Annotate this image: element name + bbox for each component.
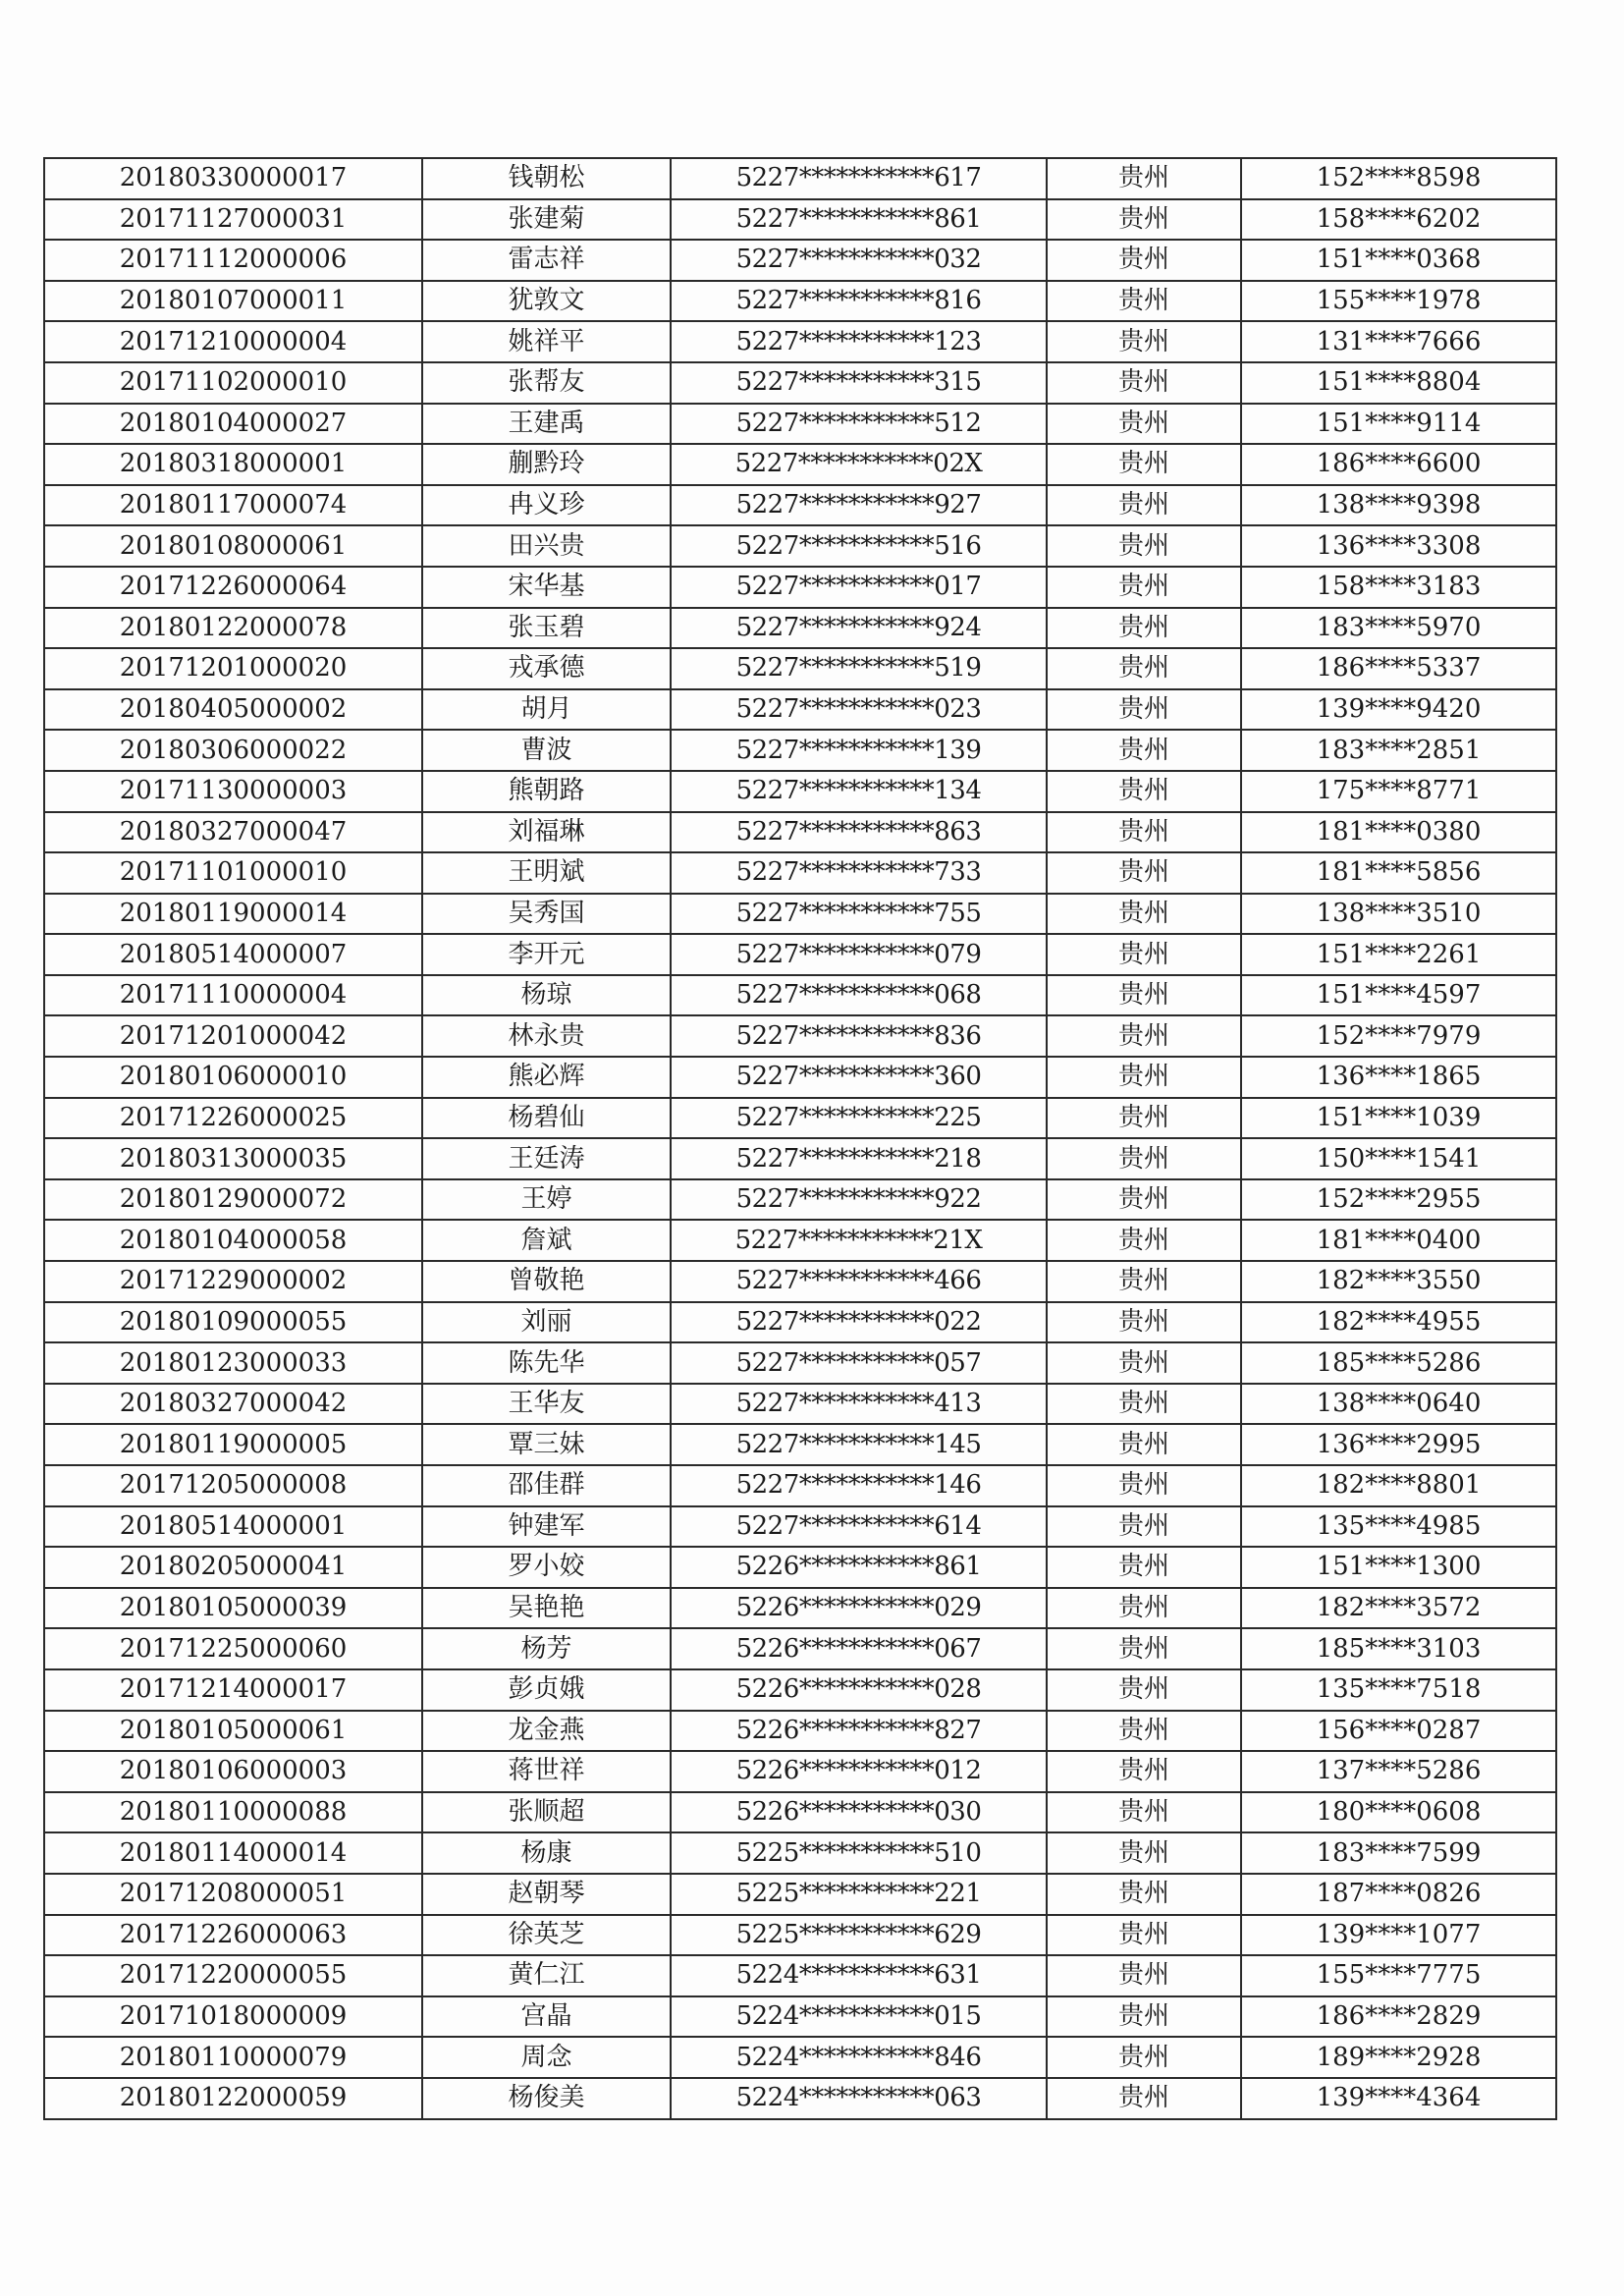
id-number-cell: 5227***********512 xyxy=(671,404,1047,445)
phone-cell: 131****7666 xyxy=(1241,321,1556,362)
phone-cell: 155****7775 xyxy=(1241,1955,1556,1996)
region-cell: 贵州 xyxy=(1047,648,1241,689)
name-cell: 熊必辉 xyxy=(422,1057,671,1098)
table-row xyxy=(44,1015,1556,1057)
phone-cell: 185****5286 xyxy=(1241,1342,1556,1384)
phone-cell: 182****3572 xyxy=(1241,1588,1556,1629)
name-cell: 邵佳群 xyxy=(422,1465,671,1506)
roster-table xyxy=(43,157,1557,2120)
region-cell: 贵州 xyxy=(1047,1669,1241,1711)
name-cell: 赵朝琴 xyxy=(422,1874,671,1915)
name-cell: 王华友 xyxy=(422,1384,671,1425)
id-number-cell: 5227***********146 xyxy=(671,1465,1047,1506)
phone-cell: 151****0368 xyxy=(1241,240,1556,281)
id-number-cell: 5227***********017 xyxy=(671,567,1047,608)
phone-cell: 137****5286 xyxy=(1241,1751,1556,1792)
table-row xyxy=(44,1832,1556,1874)
phone-cell: 187****0826 xyxy=(1241,1874,1556,1915)
table-row xyxy=(44,1588,1556,1629)
table-row xyxy=(44,1711,1556,1752)
record-id-cell: 20180306000022 xyxy=(44,730,422,771)
name-cell: 杨俊美 xyxy=(422,2078,671,2119)
phone-cell: 181****5856 xyxy=(1241,852,1556,894)
phone-cell: 138****0640 xyxy=(1241,1384,1556,1425)
phone-cell: 136****3308 xyxy=(1241,525,1556,567)
name-cell: 姚祥平 xyxy=(422,321,671,362)
table-row xyxy=(44,1751,1556,1792)
record-id-cell: 20180119000005 xyxy=(44,1424,422,1465)
region-cell: 贵州 xyxy=(1047,1384,1241,1425)
phone-cell: 183****7599 xyxy=(1241,1832,1556,1874)
phone-cell: 136****2995 xyxy=(1241,1424,1556,1465)
region-cell: 贵州 xyxy=(1047,2078,1241,2119)
name-cell: 胡月 xyxy=(422,689,671,731)
phone-cell: 189****2928 xyxy=(1241,2037,1556,2078)
id-number-cell: 5224***********846 xyxy=(671,2037,1047,2078)
record-id-cell: 20171130000003 xyxy=(44,771,422,812)
phone-cell: 152****7979 xyxy=(1241,1015,1556,1057)
id-number-cell: 5227***********315 xyxy=(671,362,1047,404)
name-cell: 杨碧仙 xyxy=(422,1098,671,1139)
record-id-cell: 20171220000055 xyxy=(44,1955,422,1996)
table-row xyxy=(44,1915,1556,1956)
region-cell: 贵州 xyxy=(1047,1261,1241,1302)
phone-cell: 151****2261 xyxy=(1241,934,1556,975)
region-cell: 贵州 xyxy=(1047,240,1241,281)
record-id-cell: 20180330000017 xyxy=(44,158,422,199)
region-cell: 贵州 xyxy=(1047,1179,1241,1221)
record-id-cell: 20171226000064 xyxy=(44,567,422,608)
name-cell: 张顺超 xyxy=(422,1792,671,1833)
id-number-cell: 5225***********510 xyxy=(671,1832,1047,1874)
phone-cell: 183****5970 xyxy=(1241,608,1556,649)
phone-cell: 155****1978 xyxy=(1241,281,1556,322)
region-cell: 贵州 xyxy=(1047,1874,1241,1915)
name-cell: 曾敬艳 xyxy=(422,1261,671,1302)
name-cell: 张玉碧 xyxy=(422,608,671,649)
record-id-cell: 20180119000014 xyxy=(44,894,422,935)
region-cell: 贵州 xyxy=(1047,894,1241,935)
name-cell: 宋华基 xyxy=(422,567,671,608)
id-number-cell: 5227***********02X xyxy=(671,444,1047,485)
table-row xyxy=(44,894,1556,935)
id-number-cell: 5224***********015 xyxy=(671,1996,1047,2038)
id-number-cell: 5224***********063 xyxy=(671,2078,1047,2119)
phone-cell: 136****1865 xyxy=(1241,1057,1556,1098)
name-cell: 覃三妹 xyxy=(422,1424,671,1465)
name-cell: 吴艳艳 xyxy=(422,1588,671,1629)
region-cell: 贵州 xyxy=(1047,771,1241,812)
id-number-cell: 5227***********079 xyxy=(671,934,1047,975)
region-cell: 贵州 xyxy=(1047,362,1241,404)
record-id-cell: 20171205000008 xyxy=(44,1465,422,1506)
region-cell: 贵州 xyxy=(1047,934,1241,975)
phone-cell: 151****1039 xyxy=(1241,1098,1556,1139)
region-cell: 贵州 xyxy=(1047,1996,1241,2038)
id-number-cell: 5227***********927 xyxy=(671,485,1047,526)
id-number-cell: 5227***********218 xyxy=(671,1138,1047,1179)
id-number-cell: 5227***********057 xyxy=(671,1342,1047,1384)
table-row xyxy=(44,321,1556,362)
region-cell: 贵州 xyxy=(1047,1220,1241,1261)
table-row xyxy=(44,608,1556,649)
phone-cell: 150****1541 xyxy=(1241,1138,1556,1179)
table-row xyxy=(44,2037,1556,2078)
region-cell: 贵州 xyxy=(1047,1628,1241,1669)
id-number-cell: 5225***********629 xyxy=(671,1915,1047,1956)
name-cell: 蒋世祥 xyxy=(422,1751,671,1792)
region-cell: 贵州 xyxy=(1047,1547,1241,1588)
name-cell: 刘福琳 xyxy=(422,812,671,853)
region-cell: 贵州 xyxy=(1047,1138,1241,1179)
phone-cell: 186****5337 xyxy=(1241,648,1556,689)
record-id-cell: 20180114000014 xyxy=(44,1832,422,1874)
name-cell: 彭贞娥 xyxy=(422,1669,671,1711)
table-row xyxy=(44,1302,1556,1343)
table-row xyxy=(44,1792,1556,1833)
table-row xyxy=(44,1098,1556,1139)
id-number-cell: 5226***********861 xyxy=(671,1547,1047,1588)
phone-cell: 139****1077 xyxy=(1241,1915,1556,1956)
region-cell: 贵州 xyxy=(1047,525,1241,567)
name-cell: 李开元 xyxy=(422,934,671,975)
phone-cell: 151****1300 xyxy=(1241,1547,1556,1588)
table-row xyxy=(44,1628,1556,1669)
record-id-cell: 20171210000004 xyxy=(44,321,422,362)
record-id-cell: 20180129000072 xyxy=(44,1179,422,1221)
phone-cell: 182****4955 xyxy=(1241,1302,1556,1343)
record-id-cell: 20171127000031 xyxy=(44,199,422,241)
region-cell: 贵州 xyxy=(1047,1302,1241,1343)
record-id-cell: 20171214000017 xyxy=(44,1669,422,1711)
name-cell: 杨康 xyxy=(422,1832,671,1874)
id-number-cell: 5227***********519 xyxy=(671,648,1047,689)
phone-cell: 181****0380 xyxy=(1241,812,1556,853)
id-number-cell: 5227***********863 xyxy=(671,812,1047,853)
phone-cell: 182****8801 xyxy=(1241,1465,1556,1506)
region-cell: 贵州 xyxy=(1047,1832,1241,1874)
region-cell: 贵州 xyxy=(1047,689,1241,731)
id-number-cell: 5227***********032 xyxy=(671,240,1047,281)
table-row xyxy=(44,1261,1556,1302)
name-cell: 徐英芝 xyxy=(422,1915,671,1956)
table-row xyxy=(44,1424,1556,1465)
name-cell: 熊朝路 xyxy=(422,771,671,812)
record-id-cell: 20180106000003 xyxy=(44,1751,422,1792)
region-cell: 贵州 xyxy=(1047,2037,1241,2078)
table-row xyxy=(44,1057,1556,1098)
phone-cell: 181****0400 xyxy=(1241,1220,1556,1261)
region-cell: 贵州 xyxy=(1047,1424,1241,1465)
phone-cell: 158****3183 xyxy=(1241,567,1556,608)
record-id-cell: 20180405000002 xyxy=(44,689,422,731)
record-id-cell: 20180514000007 xyxy=(44,934,422,975)
id-number-cell: 5225***********221 xyxy=(671,1874,1047,1915)
id-number-cell: 5226***********028 xyxy=(671,1669,1047,1711)
id-number-cell: 5227***********922 xyxy=(671,1179,1047,1221)
record-id-cell: 20171101000010 xyxy=(44,852,422,894)
name-cell: 张建菊 xyxy=(422,199,671,241)
record-id-cell: 20180109000055 xyxy=(44,1302,422,1343)
record-id-cell: 20171225000060 xyxy=(44,1628,422,1669)
name-cell: 犹敦文 xyxy=(422,281,671,322)
name-cell: 雷志祥 xyxy=(422,240,671,281)
record-id-cell: 20180110000079 xyxy=(44,2037,422,2078)
table-row xyxy=(44,1955,1556,1996)
record-id-cell: 20180106000010 xyxy=(44,1057,422,1098)
name-cell: 杨芳 xyxy=(422,1628,671,1669)
name-cell: 冉义珍 xyxy=(422,485,671,526)
id-number-cell: 5227***********836 xyxy=(671,1015,1047,1057)
name-cell: 王婷 xyxy=(422,1179,671,1221)
table-row xyxy=(44,1669,1556,1711)
phone-cell: 139****9420 xyxy=(1241,689,1556,731)
record-id-cell: 20180122000078 xyxy=(44,608,422,649)
table-row xyxy=(44,1138,1556,1179)
region-cell: 贵州 xyxy=(1047,1506,1241,1548)
phone-cell: 151****8804 xyxy=(1241,362,1556,404)
name-cell: 曹波 xyxy=(422,730,671,771)
region-cell: 贵州 xyxy=(1047,404,1241,445)
table-row xyxy=(44,567,1556,608)
id-number-cell: 5226***********029 xyxy=(671,1588,1047,1629)
region-cell: 贵州 xyxy=(1047,1465,1241,1506)
id-number-cell: 5224***********631 xyxy=(671,1955,1047,1996)
region-cell: 贵州 xyxy=(1047,812,1241,853)
name-cell: 王明斌 xyxy=(422,852,671,894)
id-number-cell: 5227***********023 xyxy=(671,689,1047,731)
phone-cell: 135****4985 xyxy=(1241,1506,1556,1548)
region-cell: 贵州 xyxy=(1047,321,1241,362)
record-id-cell: 20180514000001 xyxy=(44,1506,422,1548)
name-cell: 吴秀国 xyxy=(422,894,671,935)
name-cell: 黄仁江 xyxy=(422,1955,671,1996)
table-row xyxy=(44,975,1556,1016)
record-id-cell: 20180110000088 xyxy=(44,1792,422,1833)
table-row xyxy=(44,1547,1556,1588)
table-row xyxy=(44,1179,1556,1221)
id-number-cell: 5227***********21X xyxy=(671,1220,1047,1261)
record-id-cell: 20171110000004 xyxy=(44,975,422,1016)
id-number-cell: 5226***********030 xyxy=(671,1792,1047,1833)
table-row xyxy=(44,2078,1556,2119)
table-row xyxy=(44,812,1556,853)
name-cell: 詹斌 xyxy=(422,1220,671,1261)
id-number-cell: 5227***********123 xyxy=(671,321,1047,362)
id-number-cell: 5226***********827 xyxy=(671,1711,1047,1752)
name-cell: 罗小姣 xyxy=(422,1547,671,1588)
record-id-cell: 20180107000011 xyxy=(44,281,422,322)
id-number-cell: 5227***********360 xyxy=(671,1057,1047,1098)
table-row xyxy=(44,1874,1556,1915)
table-row xyxy=(44,158,1556,199)
phone-cell: 139****4364 xyxy=(1241,2078,1556,2119)
region-cell: 贵州 xyxy=(1047,444,1241,485)
id-number-cell: 5226***********067 xyxy=(671,1628,1047,1669)
id-number-cell: 5227***********755 xyxy=(671,894,1047,935)
phone-cell: 152****8598 xyxy=(1241,158,1556,199)
record-id-cell: 20171226000025 xyxy=(44,1098,422,1139)
table-row xyxy=(44,444,1556,485)
region-cell: 贵州 xyxy=(1047,608,1241,649)
id-number-cell: 5227***********861 xyxy=(671,199,1047,241)
roster-table-body xyxy=(44,158,1556,2119)
region-cell: 贵州 xyxy=(1047,1342,1241,1384)
record-id-cell: 20171201000020 xyxy=(44,648,422,689)
name-cell: 龙金燕 xyxy=(422,1711,671,1752)
table-row xyxy=(44,1996,1556,2038)
record-id-cell: 20171229000002 xyxy=(44,1261,422,1302)
region-cell: 贵州 xyxy=(1047,1792,1241,1833)
name-cell: 周念 xyxy=(422,2037,671,2078)
record-id-cell: 20180122000059 xyxy=(44,2078,422,2119)
id-number-cell: 5227***********134 xyxy=(671,771,1047,812)
id-number-cell: 5227***********145 xyxy=(671,1424,1047,1465)
record-id-cell: 20171018000009 xyxy=(44,1996,422,2038)
name-cell: 王建禹 xyxy=(422,404,671,445)
record-id-cell: 20180104000027 xyxy=(44,404,422,445)
record-id-cell: 20180104000058 xyxy=(44,1220,422,1261)
record-id-cell: 20171102000010 xyxy=(44,362,422,404)
phone-cell: 182****3550 xyxy=(1241,1261,1556,1302)
id-number-cell: 5227***********733 xyxy=(671,852,1047,894)
record-id-cell: 20180318000001 xyxy=(44,444,422,485)
phone-cell: 175****8771 xyxy=(1241,771,1556,812)
table-row xyxy=(44,525,1556,567)
table-row xyxy=(44,281,1556,322)
table-row xyxy=(44,240,1556,281)
id-number-cell: 5227***********924 xyxy=(671,608,1047,649)
table-row xyxy=(44,730,1556,771)
record-id-cell: 20180205000041 xyxy=(44,1547,422,1588)
record-id-cell: 20180117000074 xyxy=(44,485,422,526)
region-cell: 贵州 xyxy=(1047,1955,1241,1996)
id-number-cell: 5227***********225 xyxy=(671,1098,1047,1139)
region-cell: 贵州 xyxy=(1047,281,1241,322)
table-row xyxy=(44,648,1556,689)
phone-cell: 180****0608 xyxy=(1241,1792,1556,1833)
name-cell: 田兴贵 xyxy=(422,525,671,567)
table-row xyxy=(44,1342,1556,1384)
name-cell: 宫晶 xyxy=(422,1996,671,2038)
region-cell: 贵州 xyxy=(1047,1588,1241,1629)
name-cell: 刘丽 xyxy=(422,1302,671,1343)
name-cell: 杨琼 xyxy=(422,975,671,1016)
region-cell: 贵州 xyxy=(1047,158,1241,199)
table-row xyxy=(44,404,1556,445)
table-row xyxy=(44,852,1556,894)
id-number-cell: 5227***********466 xyxy=(671,1261,1047,1302)
id-number-cell: 5227***********139 xyxy=(671,730,1047,771)
phone-cell: 135****7518 xyxy=(1241,1669,1556,1711)
record-id-cell: 20180327000042 xyxy=(44,1384,422,1425)
region-cell: 贵州 xyxy=(1047,1751,1241,1792)
region-cell: 贵州 xyxy=(1047,199,1241,241)
name-cell: 钟建军 xyxy=(422,1506,671,1548)
region-cell: 贵州 xyxy=(1047,852,1241,894)
record-id-cell: 20180123000033 xyxy=(44,1342,422,1384)
id-number-cell: 5227***********617 xyxy=(671,158,1047,199)
id-number-cell: 5227***********022 xyxy=(671,1302,1047,1343)
record-id-cell: 20180105000039 xyxy=(44,1588,422,1629)
record-id-cell: 20171201000042 xyxy=(44,1015,422,1057)
table-row xyxy=(44,934,1556,975)
table-row xyxy=(44,199,1556,241)
phone-cell: 138****9398 xyxy=(1241,485,1556,526)
region-cell: 贵州 xyxy=(1047,1711,1241,1752)
region-cell: 贵州 xyxy=(1047,1915,1241,1956)
region-cell: 贵州 xyxy=(1047,1057,1241,1098)
record-id-cell: 20171208000051 xyxy=(44,1874,422,1915)
phone-cell: 158****6202 xyxy=(1241,199,1556,241)
name-cell: 王廷涛 xyxy=(422,1138,671,1179)
region-cell: 贵州 xyxy=(1047,730,1241,771)
table-row xyxy=(44,362,1556,404)
region-cell: 贵州 xyxy=(1047,567,1241,608)
record-id-cell: 20171226000063 xyxy=(44,1915,422,1956)
table-row xyxy=(44,1220,1556,1261)
id-number-cell: 5227***********413 xyxy=(671,1384,1047,1425)
region-cell: 贵州 xyxy=(1047,1098,1241,1139)
name-cell: 钱朝松 xyxy=(422,158,671,199)
record-id-cell: 20180313000035 xyxy=(44,1138,422,1179)
phone-cell: 186****6600 xyxy=(1241,444,1556,485)
name-cell: 戎承德 xyxy=(422,648,671,689)
phone-cell: 151****9114 xyxy=(1241,404,1556,445)
phone-cell: 151****4597 xyxy=(1241,975,1556,1016)
phone-cell: 183****2851 xyxy=(1241,730,1556,771)
table-row xyxy=(44,771,1556,812)
region-cell: 贵州 xyxy=(1047,485,1241,526)
phone-cell: 152****2955 xyxy=(1241,1179,1556,1221)
id-number-cell: 5227***********516 xyxy=(671,525,1047,567)
record-id-cell: 20180105000061 xyxy=(44,1711,422,1752)
name-cell: 陈先华 xyxy=(422,1342,671,1384)
table-row xyxy=(44,485,1556,526)
phone-cell: 185****3103 xyxy=(1241,1628,1556,1669)
record-id-cell: 20171112000006 xyxy=(44,240,422,281)
table-row xyxy=(44,1465,1556,1506)
name-cell: 蒯黔玲 xyxy=(422,444,671,485)
id-number-cell: 5226***********012 xyxy=(671,1751,1047,1792)
phone-cell: 138****3510 xyxy=(1241,894,1556,935)
phone-cell: 156****0287 xyxy=(1241,1711,1556,1752)
region-cell: 贵州 xyxy=(1047,975,1241,1016)
record-id-cell: 20180327000047 xyxy=(44,812,422,853)
table-row xyxy=(44,1384,1556,1425)
id-number-cell: 5227***********614 xyxy=(671,1506,1047,1548)
table-row xyxy=(44,1506,1556,1548)
record-id-cell: 20180108000061 xyxy=(44,525,422,567)
name-cell: 林永贵 xyxy=(422,1015,671,1057)
id-number-cell: 5227***********816 xyxy=(671,281,1047,322)
table-row xyxy=(44,689,1556,731)
id-number-cell: 5227***********068 xyxy=(671,975,1047,1016)
phone-cell: 186****2829 xyxy=(1241,1996,1556,2038)
name-cell: 张帮友 xyxy=(422,362,671,404)
region-cell: 贵州 xyxy=(1047,1015,1241,1057)
